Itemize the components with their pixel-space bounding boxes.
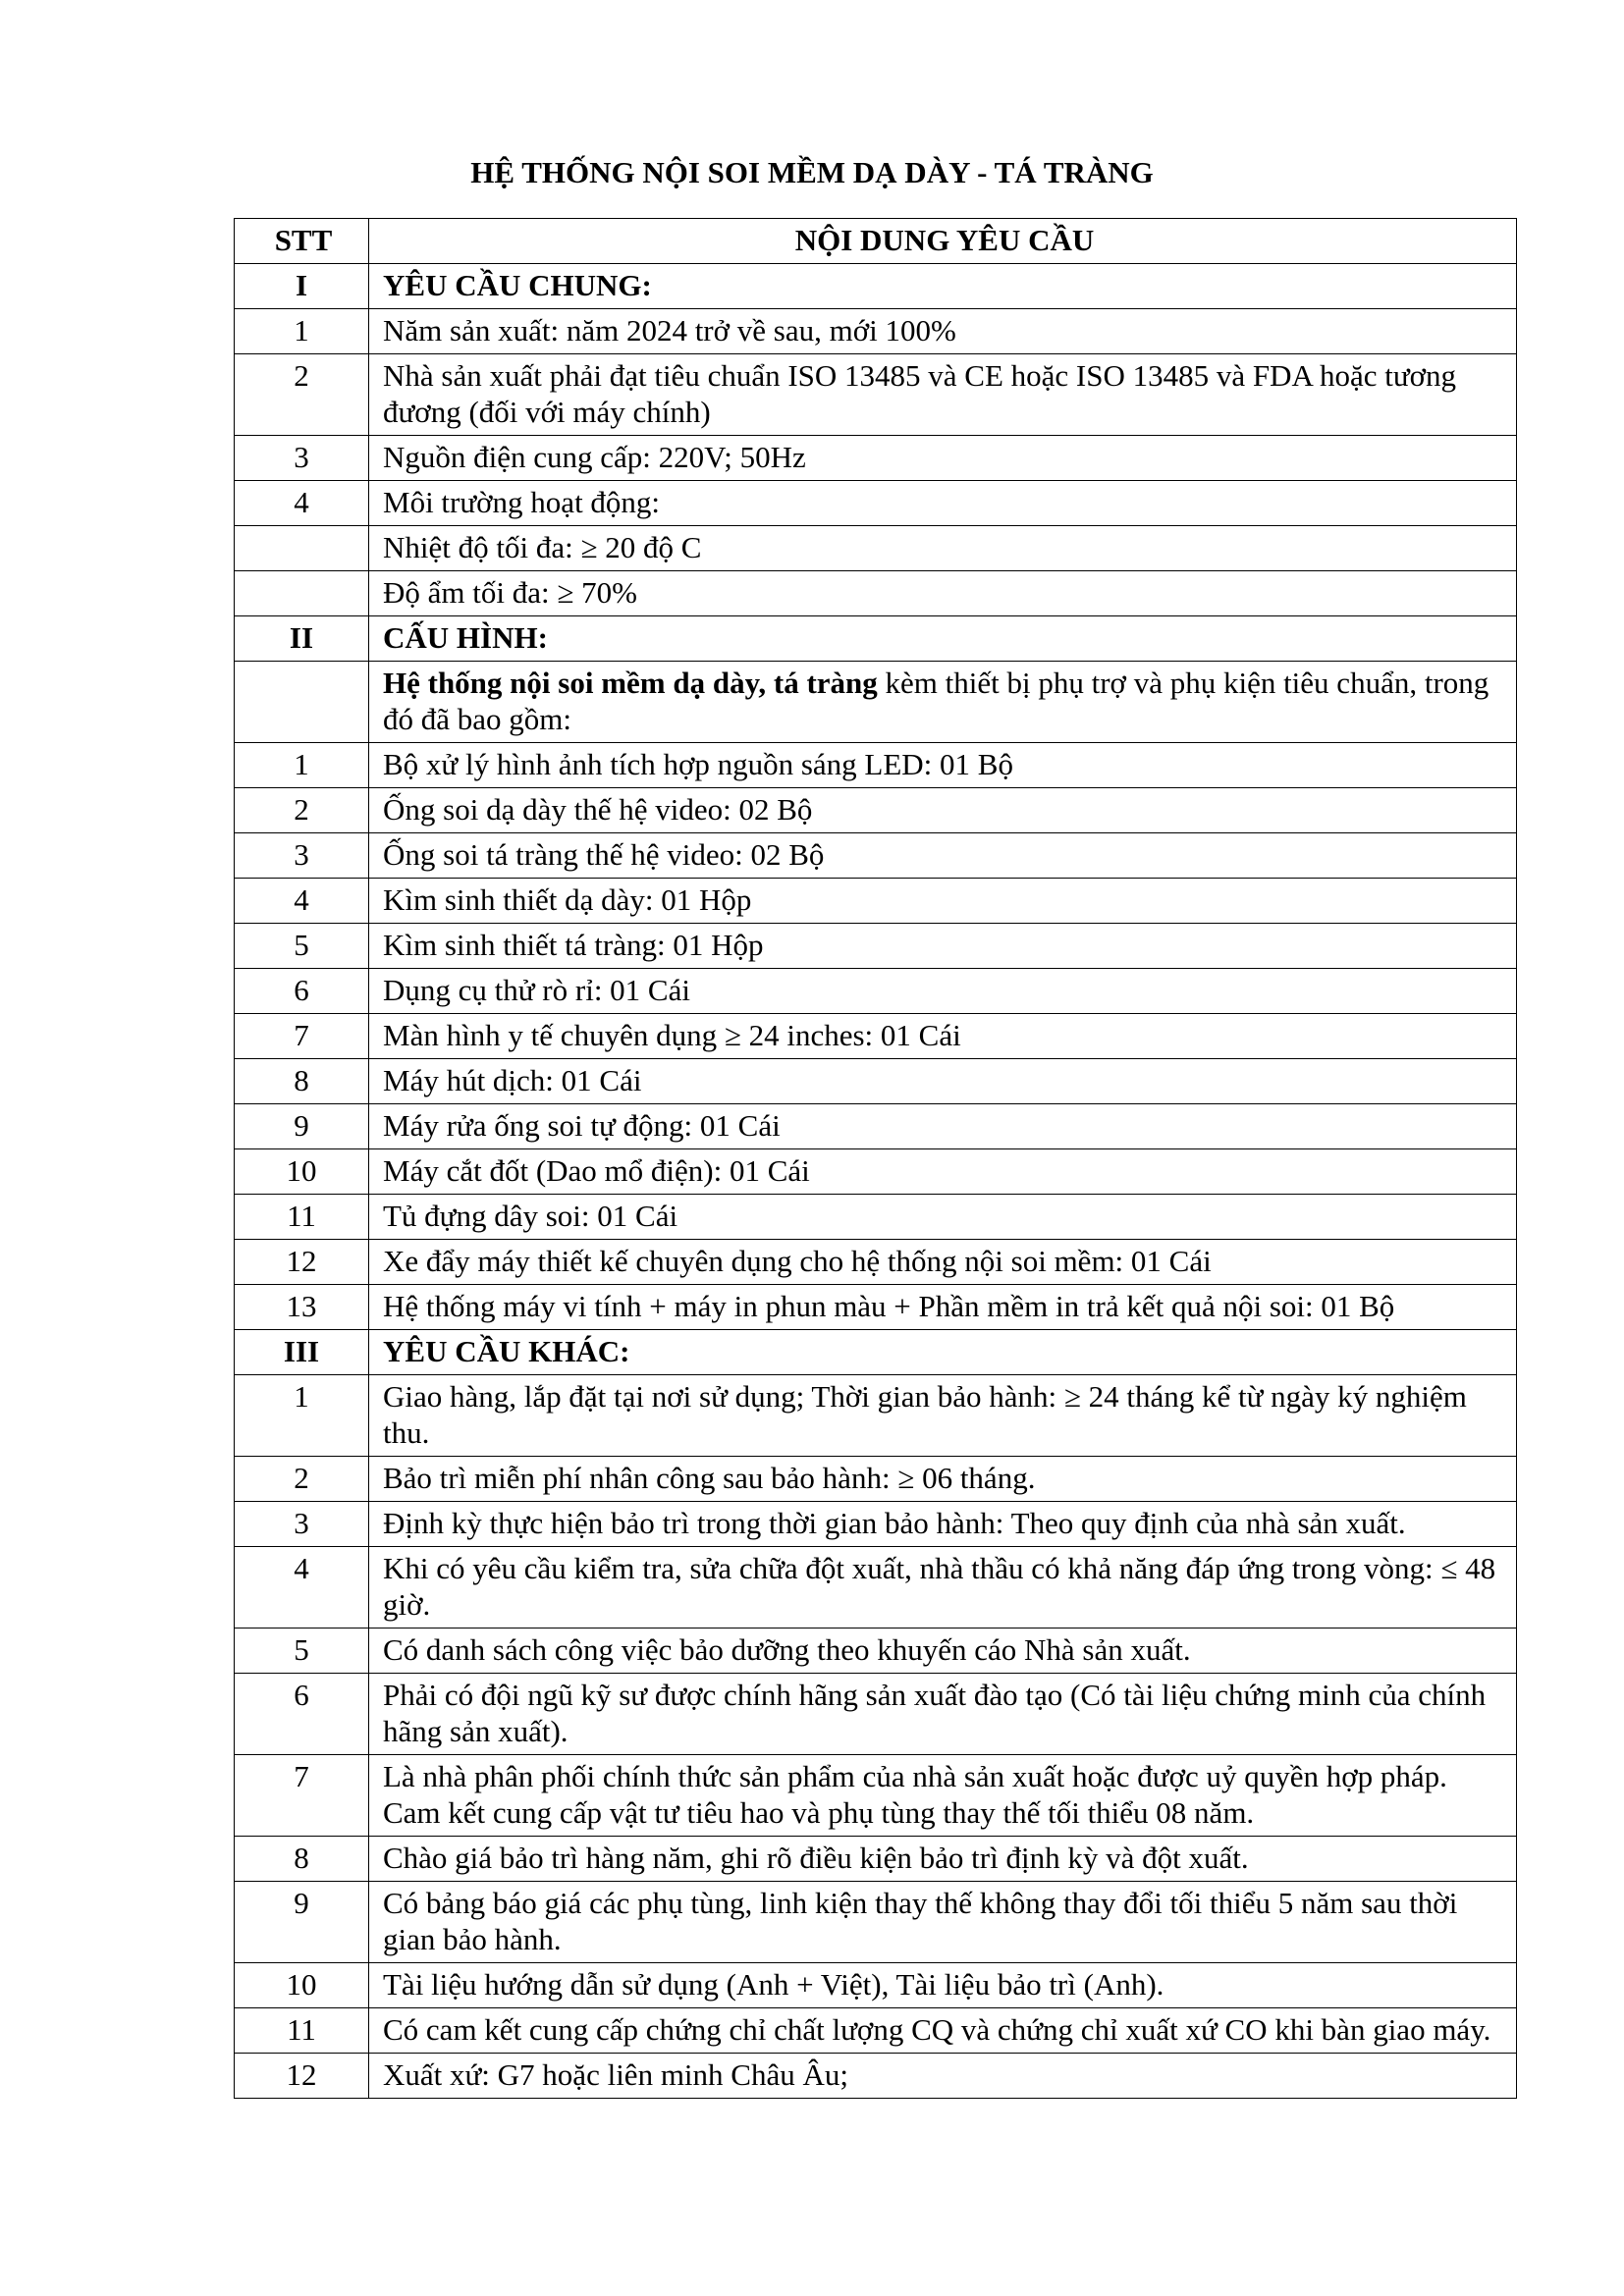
section-title: YÊU CẦU CHUNG:	[369, 264, 1517, 309]
table-row	[235, 924, 1517, 969]
row-content: Tài liệu hướng dẫn sử dụng (Anh + Việt), Tài liệu bảo trì (Anh).	[369, 1963, 1517, 2008]
row-stt	[235, 662, 369, 743]
row-content: Ống soi tá tràng thế hệ video: 02 Bộ	[369, 833, 1517, 879]
header-stt: STT	[235, 219, 369, 264]
table-row	[235, 481, 1517, 526]
row-content: Dụng cụ thử rò rỉ: 01 Cái	[369, 969, 1517, 1014]
row-stt: 4	[235, 1547, 369, 1629]
table-row	[235, 1882, 1517, 1963]
row-content: Nhà sản xuất phải đạt tiêu chuẩn ISO 13485 và CE hoặc ISO 13485 và FDA hoặc tương đương (đối với máy chính)	[369, 354, 1517, 436]
row-content: Bảo trì miễn phí nhân công sau bảo hành: ≥ 06 tháng.	[369, 1457, 1517, 1502]
row-stt: III	[235, 1330, 369, 1375]
table-row	[235, 1149, 1517, 1195]
row-stt: 9	[235, 1882, 369, 1963]
row-content: Tủ đựng dây soi: 01 Cái	[369, 1195, 1517, 1240]
table-row	[235, 788, 1517, 833]
table-row	[235, 743, 1517, 788]
row-content: Kìm sinh thiết dạ dày: 01 Hộp	[369, 879, 1517, 924]
row-stt: 1	[235, 1375, 369, 1457]
table-row	[235, 526, 1517, 571]
table-row	[235, 1059, 1517, 1104]
table-row	[235, 1963, 1517, 2008]
table-row	[235, 1195, 1517, 1240]
table-row	[235, 1285, 1517, 1330]
table-row	[235, 1240, 1517, 1285]
row-stt: 5	[235, 1629, 369, 1674]
table-row	[235, 1104, 1517, 1149]
row-content: Nguồn điện cung cấp: 220V; 50Hz	[369, 436, 1517, 481]
row-content: Hệ thống máy vi tính + máy in phun màu + Phần mềm in trả kết quả nội soi: 01 Bộ	[369, 1285, 1517, 1330]
row-stt: 13	[235, 1285, 369, 1330]
table-row	[235, 833, 1517, 879]
section-row	[235, 1330, 1517, 1375]
section-title: YÊU CẦU KHÁC:	[369, 1330, 1517, 1375]
row-stt: I	[235, 264, 369, 309]
row-stt: 1	[235, 743, 369, 788]
table-row	[235, 1547, 1517, 1629]
section-row	[235, 264, 1517, 309]
row-stt: II	[235, 616, 369, 662]
row-stt: 5	[235, 924, 369, 969]
table-row	[235, 2054, 1517, 2099]
row-stt: 3	[235, 833, 369, 879]
row-content: Có danh sách công việc bảo dưỡng theo khuyến cáo Nhà sản xuất.	[369, 1629, 1517, 1674]
row-content: Xe đẩy máy thiết kế chuyên dụng cho hệ thống nội soi mềm: 01 Cái	[369, 1240, 1517, 1285]
table-row	[235, 1837, 1517, 1882]
table-header-row	[235, 219, 1517, 264]
row-content: Định kỳ thực hiện bảo trì trong thời gian bảo hành: Theo quy định của nhà sản xuất.	[369, 1502, 1517, 1547]
row-stt: 2	[235, 788, 369, 833]
row-stt: 12	[235, 2054, 369, 2099]
row-stt: 3	[235, 436, 369, 481]
row-content: Có cam kết cung cấp chứng chỉ chất lượng CQ và chứng chỉ xuất xứ CO khi bàn giao máy.	[369, 2008, 1517, 2054]
row-stt: 10	[235, 1963, 369, 2008]
row-stt: 9	[235, 1104, 369, 1149]
row-stt: 10	[235, 1149, 369, 1195]
table-row	[235, 1755, 1517, 1837]
row-stt: 7	[235, 1014, 369, 1059]
row-stt	[235, 526, 369, 571]
system-name: Hệ thống nội soi mềm dạ dày, tá tràng	[383, 666, 878, 700]
row-stt: 12	[235, 1240, 369, 1285]
row-stt: 8	[235, 1837, 369, 1882]
table-row	[235, 1629, 1517, 1674]
row-stt: 4	[235, 879, 369, 924]
row-content: Khi có yêu cầu kiểm tra, sửa chữa đột xuất, nhà thầu có khả năng đáp ứng trong vòng: ≤ 48 giờ.	[369, 1547, 1517, 1629]
table-row	[235, 1674, 1517, 1755]
row-content: Độ ẩm tối đa: ≥ 70%	[369, 571, 1517, 616]
row-stt: 6	[235, 969, 369, 1014]
section-title: CẤU HÌNH:	[369, 616, 1517, 662]
table-row	[235, 1375, 1517, 1457]
table-row	[235, 1502, 1517, 1547]
row-stt: 2	[235, 354, 369, 436]
table-row	[235, 571, 1517, 616]
section-row	[235, 616, 1517, 662]
row-stt: 11	[235, 1195, 369, 1240]
table-row	[235, 436, 1517, 481]
row-content: Máy rửa ống soi tự động: 01 Cái	[369, 1104, 1517, 1149]
row-content: Xuất xứ: G7 hoặc liên minh Châu Âu;	[369, 2054, 1517, 2099]
row-content: Năm sản xuất: năm 2024 trở về sau, mới 100%	[369, 309, 1517, 354]
row-content: Phải có đội ngũ kỹ sư được chính hãng sản xuất đào tạo (Có tài liệu chứng minh của chính hãng sản xuất).	[369, 1674, 1517, 1755]
row-content	[369, 662, 1517, 743]
row-content: Chào giá bảo trì hàng năm, ghi rõ điều kiện bảo trì định kỳ và đột xuất.	[369, 1837, 1517, 1882]
row-stt: 6	[235, 1674, 369, 1755]
row-stt: 11	[235, 2008, 369, 2054]
row-stt: 8	[235, 1059, 369, 1104]
page-title: HỆ THỐNG NỘI SOI MỀM DẠ DÀY - TÁ TRÀNG	[470, 155, 1154, 189]
row-content: Ống soi dạ dày thế hệ video: 02 Bộ	[369, 788, 1517, 833]
table-row	[235, 662, 1517, 743]
table-row	[235, 969, 1517, 1014]
row-content: Máy hút dịch: 01 Cái	[369, 1059, 1517, 1104]
table-row	[235, 309, 1517, 354]
table-row	[235, 1457, 1517, 1502]
row-stt: 1	[235, 309, 369, 354]
row-content: Có bảng báo giá các phụ tùng, linh kiện thay thế không thay đổi tối thiểu 5 năm sau thời gian bảo hành.	[369, 1882, 1517, 1963]
row-stt: 4	[235, 481, 369, 526]
row-content: Là nhà phân phối chính thức sản phẩm của nhà sản xuất hoặc được uỷ quyền hợp pháp. Cam kết cung cấp vật tư tiêu hao và phụ tùng thay thế tối thiểu 08 năm.	[369, 1755, 1517, 1837]
row-content: Môi trường hoạt động:	[369, 481, 1517, 526]
header-content: NỘI DUNG YÊU CẦU	[369, 219, 1517, 264]
requirements-table	[234, 218, 1517, 2099]
table-row	[235, 879, 1517, 924]
row-content: Màn hình y tế chuyên dụng ≥ 24 inches: 01 Cái	[369, 1014, 1517, 1059]
row-content: Nhiệt độ tối đa: ≥ 20 độ C	[369, 526, 1517, 571]
table-row	[235, 354, 1517, 436]
row-content: Giao hàng, lắp đặt tại nơi sử dụng; Thời gian bảo hành: ≥ 24 tháng kể từ ngày ký nghiệm thu.	[369, 1375, 1517, 1457]
row-stt: 3	[235, 1502, 369, 1547]
row-content: Kìm sinh thiết tá tràng: 01 Hộp	[369, 924, 1517, 969]
table-row	[235, 2008, 1517, 2054]
row-stt: 2	[235, 1457, 369, 1502]
table-row	[235, 1014, 1517, 1059]
row-content: Bộ xử lý hình ảnh tích hợp nguồn sáng LED: 01 Bộ	[369, 743, 1517, 788]
row-content: Máy cắt đốt (Dao mổ điện): 01 Cái	[369, 1149, 1517, 1195]
row-stt: 7	[235, 1755, 369, 1837]
system-description: kèm thiết bị phụ trợ và phụ kiện tiêu chuẩn, trong đó đã bao gồm:	[383, 666, 1489, 736]
row-stt	[235, 571, 369, 616]
